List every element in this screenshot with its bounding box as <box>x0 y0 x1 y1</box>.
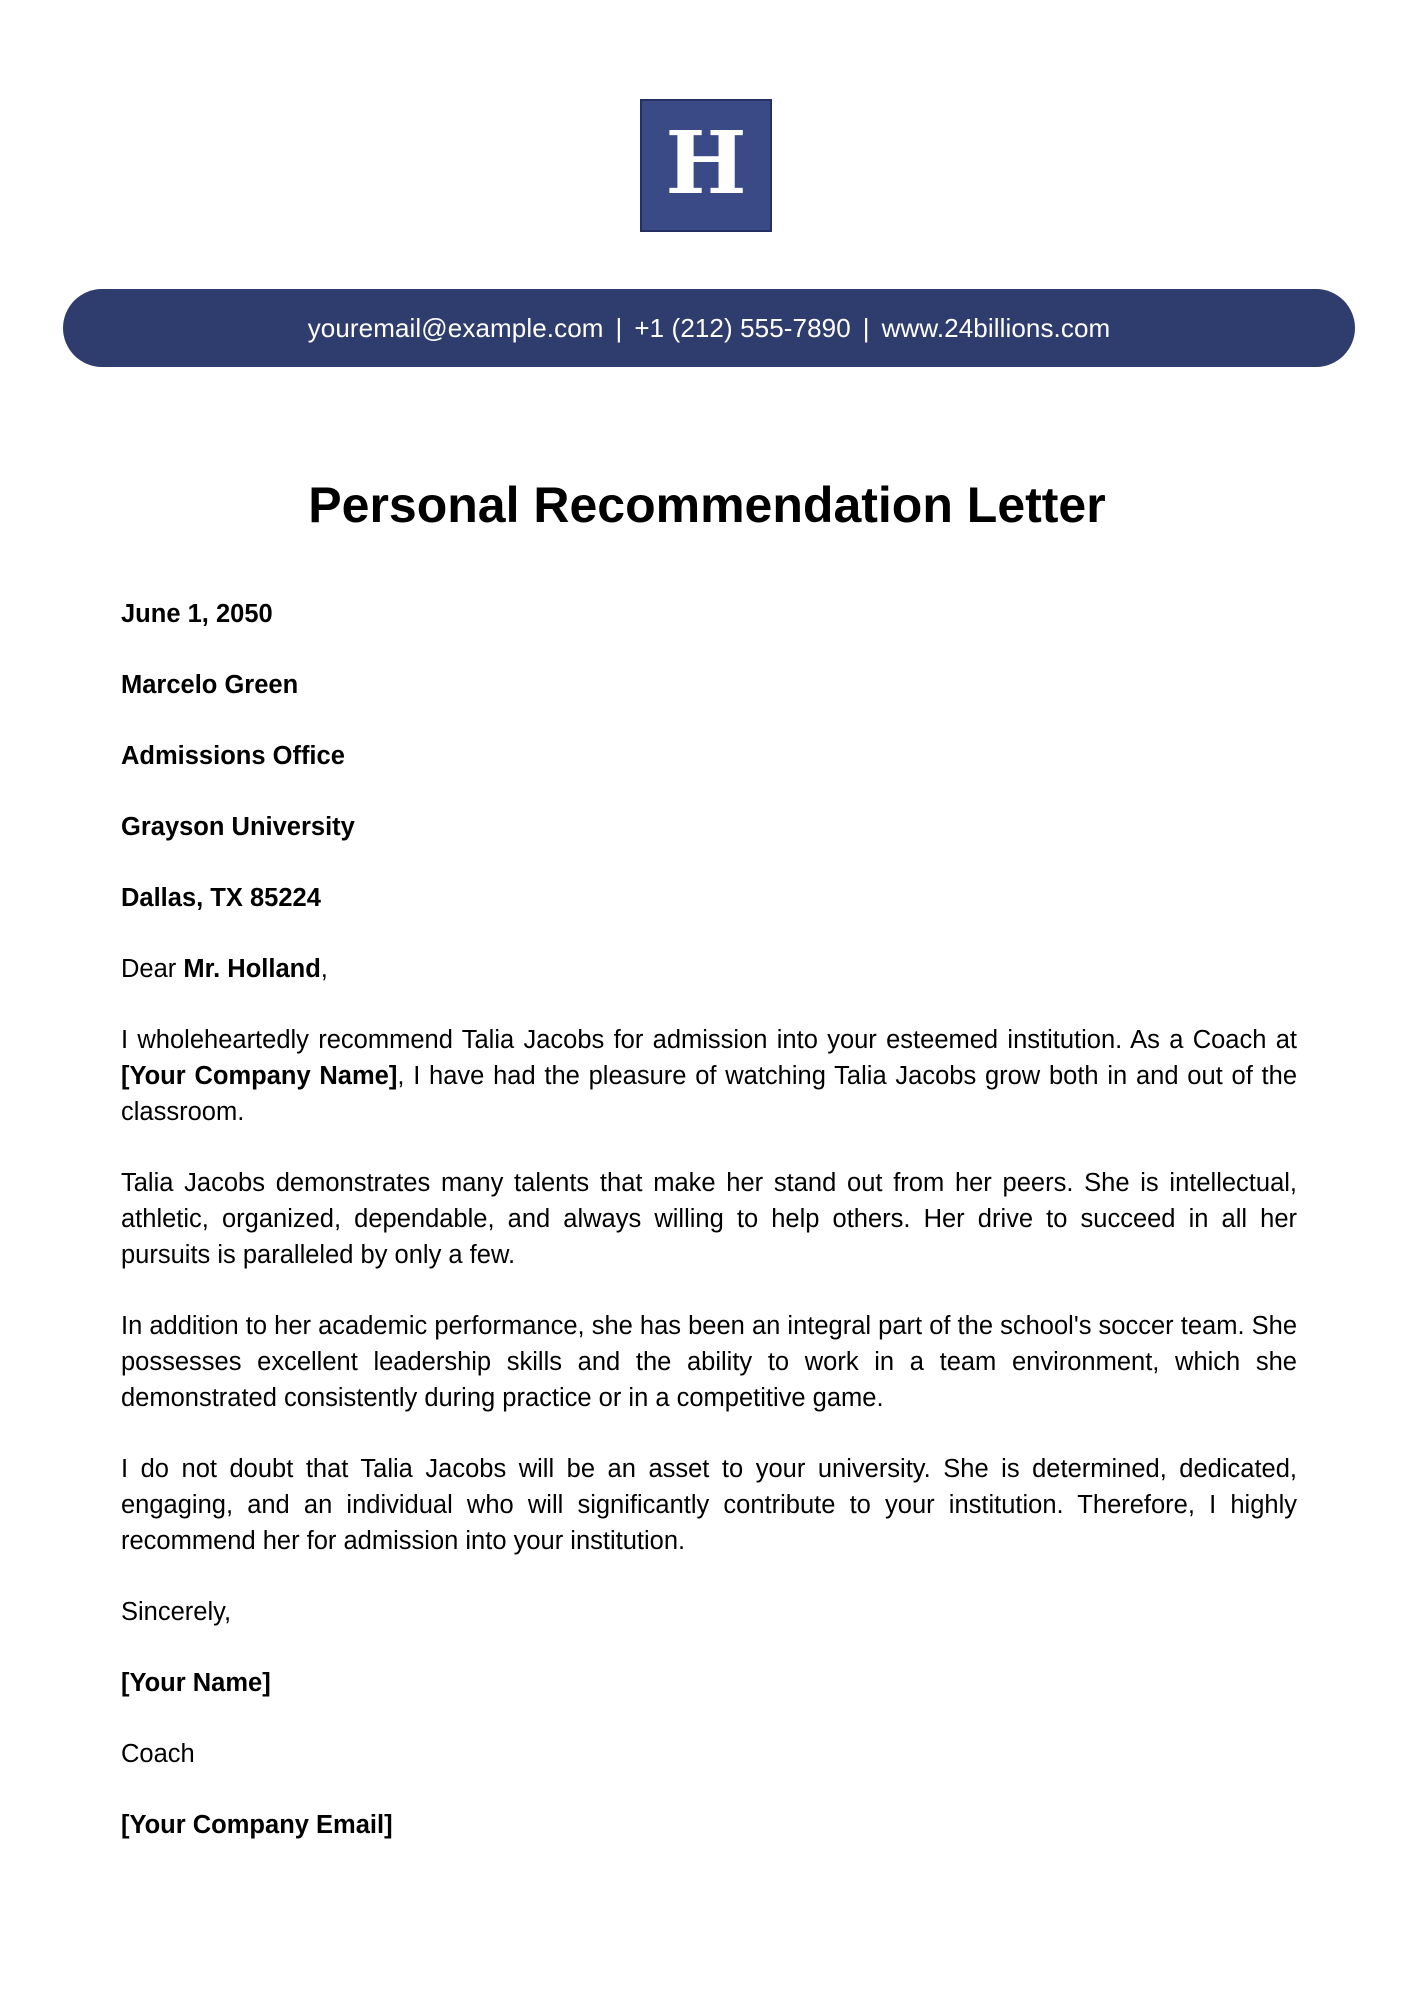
sender-title: Coach <box>121 1740 195 1768</box>
salutation-name: Mr. Holland <box>183 955 321 983</box>
paragraph-1 <box>121 1022 1297 1130</box>
letter-date: June 1, 2050 <box>121 600 273 628</box>
paragraph-3: In addition to her academic performance, she has been an integral part of the school's soccer team. She possesses excellent leadership skills and the ability to work in a team environment, which she demonstrated consistently during practice or in a competitive game. <box>121 1312 1297 1412</box>
closing: Sincerely, <box>121 1598 232 1626</box>
document-title: Personal Recommendation Letter <box>308 476 1106 533</box>
sender-email: [Your Company Email] <box>121 1811 393 1839</box>
contact-separator: | <box>862 312 870 343</box>
contact-email: youremail@example.com <box>307 312 604 343</box>
contact-phone: +1 (212) 555-7890 <box>634 312 851 343</box>
paragraph-1-text-b: , I have had the pleasure of watching Talia Jacobs grow both in and out of the classroom. <box>121 1062 1297 1126</box>
logo-letter: H <box>665 112 747 214</box>
contact-bar <box>63 289 1355 367</box>
salutation-prefix: Dear <box>121 955 184 983</box>
recipient-office: Admissions Office <box>121 742 345 770</box>
paragraph-1-text-a: I wholeheartedly recommend Talia Jacobs for admission into your esteemed institution. As a Coach at <box>121 1026 1297 1054</box>
paragraph-2: Talia Jacobs demonstrates many talents that make her stand out from her peers. She is intellectual, athletic, organized, dependable, and always willing to help others. Her drive to succeed in all her pursuits is paralleled by only a few. <box>121 1169 1297 1269</box>
letter-body <box>121 596 1297 1878</box>
recipient-organization: Grayson University <box>121 813 355 841</box>
sender-name: [Your Name] <box>121 1669 271 1697</box>
contact-website: www.24billions.com <box>881 312 1111 343</box>
recipient-name: Marcelo Green <box>121 671 299 699</box>
company-name-placeholder: [Your Company Name] <box>121 1062 398 1090</box>
recipient-address: Dallas, TX 85224 <box>121 884 321 912</box>
contact-separator: | <box>615 312 623 343</box>
salutation <box>121 951 1297 987</box>
paragraph-4: I do not doubt that Talia Jacobs will be an asset to your university. She is determined, dedicated, engaging, and an individual who will significantly contribute to your institution. Therefore, I highly recommend her for admission into your institution. <box>121 1455 1297 1555</box>
salutation-suffix: , <box>320 955 328 983</box>
company-logo <box>640 99 772 232</box>
